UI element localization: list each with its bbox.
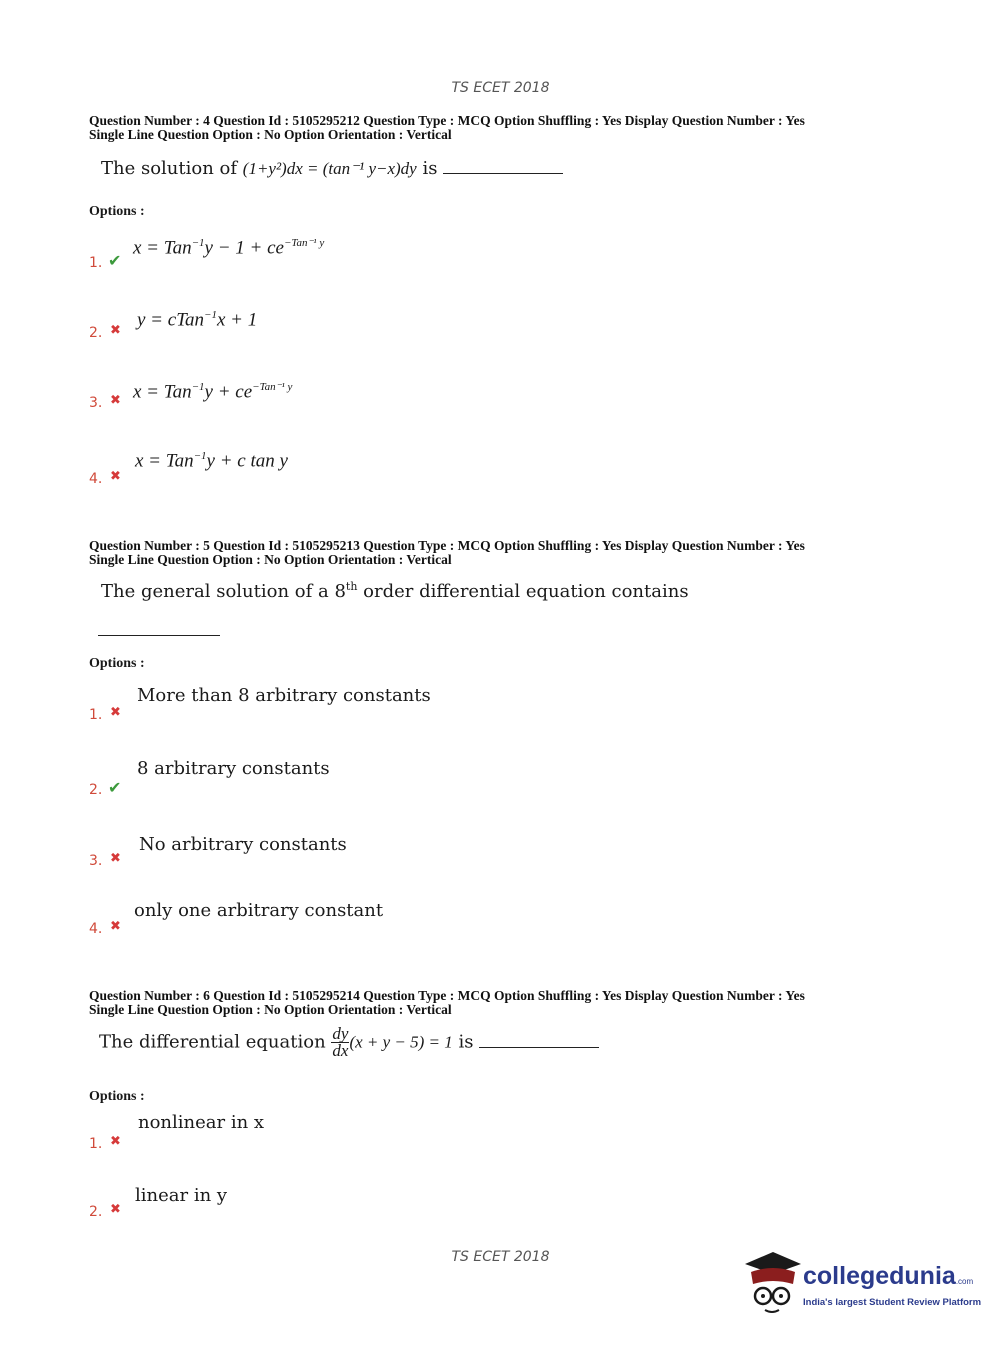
answer-blank [479,1047,599,1048]
option-number: 3. [89,853,103,869]
question-5-text [101,580,689,602]
option-number: 1. [89,707,103,723]
question-text-suffix: is [458,1031,474,1053]
wrong-cross-icon: ✖ [110,1134,121,1149]
mascot-icon [741,1250,803,1320]
logo-tagline: India's largest Student Review Platform [803,1297,982,1308]
option-number: 2. [89,1204,103,1220]
question-text-prefix: The solution of [101,158,238,179]
option-1-text[interactable]: More than 8 arbitrary constants [137,685,431,706]
question-text-suffix: is [422,158,438,179]
derivative-fraction: $\frac{dy}{dx}$ [332,1024,349,1060]
page-footer: TS ECET 2018 [451,1249,550,1265]
options-label: Options : [89,1089,145,1104]
wrong-cross-icon: ✖ [110,323,121,338]
options-label: Options : [89,204,145,219]
option-2-text[interactable]: linear in y [135,1185,228,1206]
correct-check-icon: ✔ [108,778,122,797]
meta-line-2: Single Line Question Option : No Option Orientation : Vertical [89,1002,452,1017]
logo-domain-suffix: .com [955,1277,974,1286]
question-5-meta [89,539,919,567]
question-text-sup: th [345,580,358,593]
wrong-cross-icon: ✖ [110,393,121,408]
option-3-text[interactable]: No arbitrary constants [139,834,347,855]
meta-line-1: Question Number : 5 Question Id : 5105295213 Question Type : MCQ Option Shuffling : Yes Display Question Number : Yes [89,538,805,553]
question-equation: (x + y − 5) = 1 [349,1032,453,1052]
option-number: 2. [89,325,103,341]
meta-line-2: Single Line Question Option : No Option Orientation : Vertical [89,552,452,567]
page-header: TS ECET 2018 [451,80,550,96]
option-number: 4. [89,471,103,487]
question-text-suffix: order differential equation contains [363,581,689,602]
question-text-prefix: The general solution of a 8 [101,581,346,602]
option-number: 3. [89,395,103,411]
wrong-cross-icon: ✖ [110,705,121,720]
option-1-formula[interactable]: $x = Tan^{-1}y - 1 + ce^{-Tan^{-1} y}$ [133,237,325,259]
option-number: 1. [89,255,103,271]
collegedunia-logo[interactable] [741,1250,982,1320]
option-number: 4. [89,921,103,937]
answer-blank [98,635,220,636]
question-text-prefix: The differential equation [99,1031,326,1053]
meta-line-1: Question Number : 6 Question Id : 5105295214 Question Type : MCQ Option Shuffling : Yes Display Question Number : Yes [89,988,805,1003]
meta-line-1: Question Number : 4 Question Id : 5105295212 Question Type : MCQ Option Shuffling : Yes Display Question Number : Yes [89,113,805,128]
question-equation: (1+y²)dx = (tan⁻¹ y−x)dy [242,159,417,178]
option-number: 2. [89,782,103,798]
option-3-formula[interactable]: $x = Tan^{-1}y + ce^{-Tan^{-1} y}$ [133,381,293,403]
question-6-meta [89,989,919,1017]
option-2-formula[interactable]: y = cTan$^{-1}$x + 1 [137,309,258,331]
wrong-cross-icon: ✖ [110,851,121,866]
meta-line-2: Single Line Question Option : No Option Orientation : Vertical [89,127,452,142]
option-number: 1. [89,1136,103,1152]
logo-wordmark: collegedunia.com [803,1262,974,1290]
wrong-cross-icon: ✖ [110,469,121,484]
question-6-text [99,1026,599,1059]
option-4-formula[interactable]: x = Tan$^{-1}$y + c tan y [135,450,288,472]
question-4-text [101,158,563,179]
option-1-text[interactable]: nonlinear in x [138,1112,265,1133]
question-4-meta [89,114,919,142]
options-label: Options : [89,656,145,671]
option-4-text[interactable]: only one arbitrary constant [134,900,384,921]
wrong-cross-icon: ✖ [110,1202,121,1217]
option-2-text[interactable]: 8 arbitrary constants [137,758,330,779]
wrong-cross-icon: ✖ [110,919,121,934]
answer-blank [443,173,563,174]
correct-check-icon: ✔ [108,251,122,270]
